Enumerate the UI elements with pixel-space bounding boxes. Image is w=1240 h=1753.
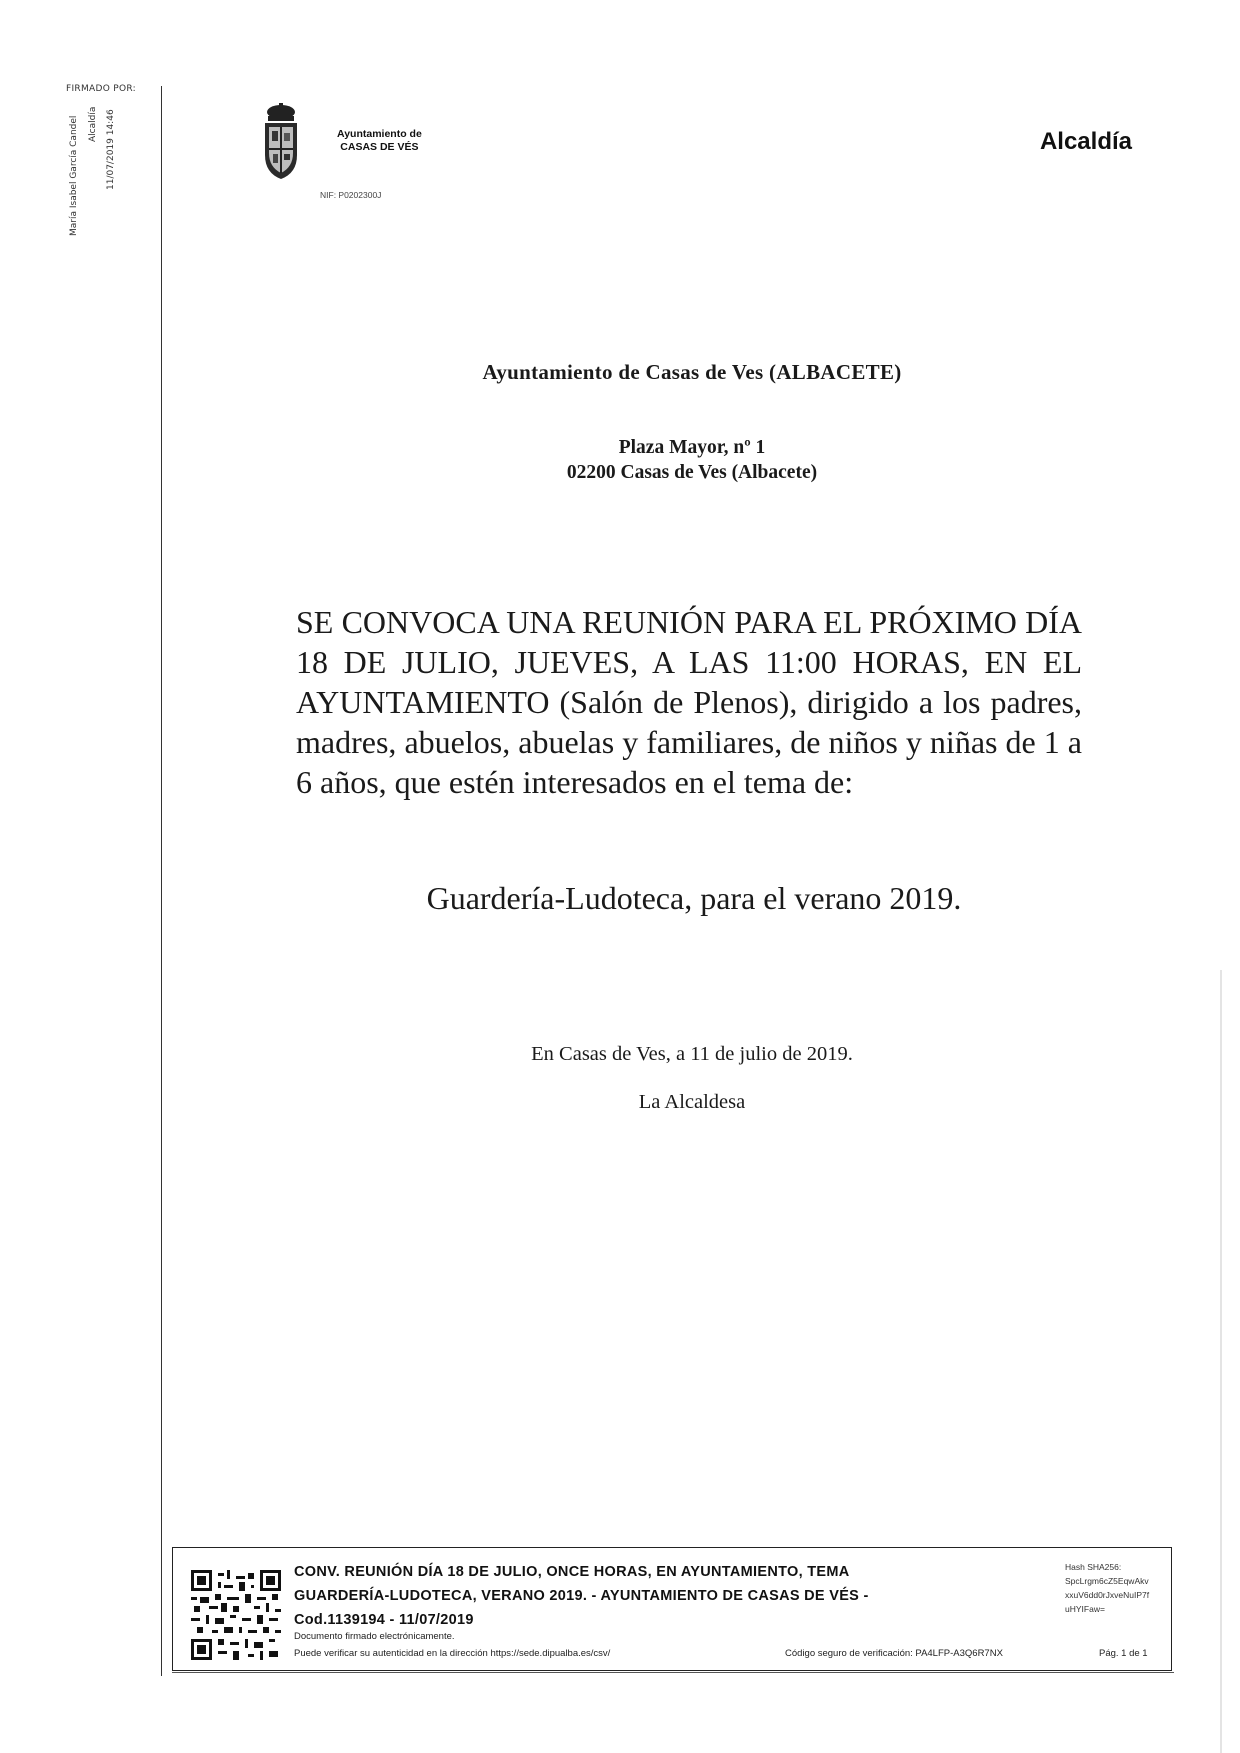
meeting-subject: Guardería-Ludoteca, para el verano 2019.	[426, 880, 962, 916]
address-city: 02200 Casas de Ves (Albacete)	[566, 462, 818, 483]
signer-name: María Isabel García Candel	[69, 115, 79, 236]
organization-line2: CASAS DE VÉS	[340, 141, 419, 153]
signature-datetime: 11/07/2019 14:46	[106, 109, 116, 190]
footer-hash	[1065, 1560, 1169, 1616]
address-heading: Ayuntamiento de Casas de Ves (ALBACETE)	[482, 360, 902, 384]
announcement-text: SE CONVOCA UNA REUNIÓN PARA EL PRÓXIMO DÍA 18 DE JULIO, JUEVES, A LAS 11:00 HORAS, EN EL AYUNTAMIENTO (Salón de Plenos), dirigido a los padres, madres, abuelos, abuelas y familiares, de niños y niñas de 1 a 6 años, que estén interesados en el tema de:	[296, 604, 1082, 800]
organization-name	[337, 128, 422, 154]
hash-line-2: xxuV6dd0rJxveNuIP7f	[1065, 1590, 1150, 1600]
footer-signed-note: Documento firmado electrónicamente.	[294, 1631, 455, 1642]
hash-line-1: SpcLrgm6cZ5EqwAkv	[1065, 1576, 1149, 1586]
verification-footer	[172, 1547, 1172, 1671]
signature-label: FIRMADO POR:	[66, 84, 137, 94]
signer-title: La Alcaldesa	[638, 1091, 746, 1113]
address-street: Plaza Mayor, nº 1	[618, 437, 766, 458]
footer-verification-code: Código seguro de verificación: PA4LFP-A3Q6R7NX	[785, 1648, 1003, 1659]
place-and-date: En Casas de Ves, a 11 de julio de 2019.	[531, 1043, 853, 1065]
scan-edge-shadow	[1220, 970, 1222, 1753]
hash-line-3: uHYIFaw=	[1065, 1604, 1105, 1614]
footer-page-number: Pág. 1 de 1	[1099, 1648, 1148, 1659]
hash-label: Hash SHA256:	[1065, 1562, 1122, 1572]
coat-of-arms-icon	[261, 103, 301, 183]
footer-document-title: CONV. REUNIÓN DÍA 18 DE JULIO, ONCE HORAS, EN AYUNTAMIENTO, TEMA GUARDERÍA-LUDOTECA, VERANO 2019. - AYUNTAMIENTO DE CASAS DE VÉS - Cod.1139194 - 11/07/2019	[294, 1564, 869, 1628]
signer-role: Alcaldía	[88, 106, 98, 142]
department-title: Alcaldía	[1039, 128, 1132, 155]
footer-rule	[172, 1672, 1174, 1673]
organization-line1: Ayuntamiento de	[337, 128, 422, 140]
qr-code-icon[interactable]	[191, 1570, 281, 1660]
nif-number: NIF: P0202300J	[320, 190, 382, 200]
footer-verify-link[interactable]: Puede verificar su autenticidad en la dirección https://sede.dipualba.es/csv/	[294, 1648, 611, 1659]
